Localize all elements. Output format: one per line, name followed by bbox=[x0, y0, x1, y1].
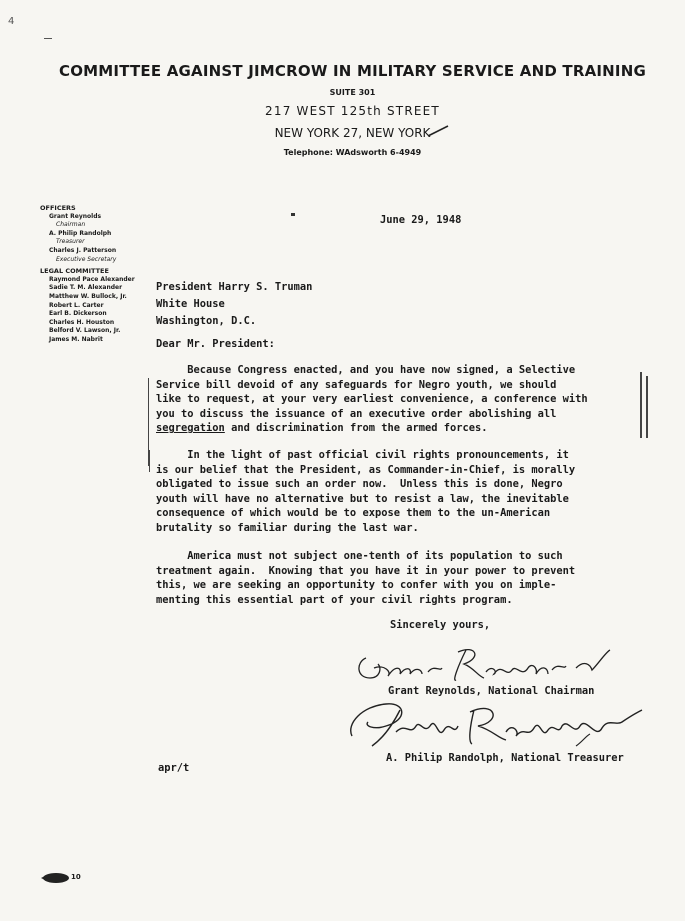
union-label-number: 10 bbox=[71, 873, 81, 881]
check-mark-icon bbox=[426, 124, 450, 138]
paragraph-line: treatment again. Knowing that you have it in your power to prevent bbox=[156, 564, 576, 577]
legal-member: Robert L. Carter bbox=[49, 301, 104, 309]
signer-grant-reynolds: Grant Reynolds, National Chairman bbox=[388, 685, 595, 697]
paragraph-line: Because Congress enacted, and you have now signed, a Selective bbox=[156, 364, 576, 376]
typist-initials: apr/t bbox=[158, 762, 190, 774]
letterhead-suite: SUITE 301 bbox=[329, 88, 376, 97]
letterhead-telephone: Telephone: WAdsworth 6-4949 bbox=[283, 148, 422, 157]
paragraph-line: this, we are seeking an opportunity to confer with you on imple- bbox=[156, 579, 557, 592]
officer-title: Chairman bbox=[56, 221, 86, 229]
legal-member: Earl B. Dickerson bbox=[49, 310, 107, 318]
officer-title: Executive Secretary bbox=[56, 255, 117, 263]
legal-member: James M. Nabrit bbox=[49, 335, 103, 343]
legal-member: Matthew W. Bullock, Jr. bbox=[49, 292, 127, 300]
officer-title: Treasurer bbox=[56, 238, 85, 246]
signer-a-philip-randolph: A. Philip Randolph, National Treasurer bbox=[386, 752, 624, 764]
stray-mark bbox=[291, 213, 295, 216]
officer-name: Charles J. Patterson bbox=[49, 246, 117, 254]
underlined-word: segregation bbox=[156, 422, 225, 435]
letter-date: June 29, 1948 bbox=[380, 214, 462, 226]
officers-heading: OFFICERS bbox=[40, 204, 76, 212]
union-label-icon bbox=[40, 872, 70, 884]
paragraph-line: menting this essential part of your civil rights program. bbox=[156, 593, 513, 606]
paragraph-3 bbox=[156, 549, 636, 607]
letterhead-city: NEW YORK 27, NEW YORK bbox=[274, 126, 431, 140]
letterhead-street: 217 WEST 125th STREET bbox=[265, 104, 440, 118]
legal-member: Charles H. Houston bbox=[49, 318, 115, 326]
paragraph-line: like to request, at your very earliest convenience, a conference with bbox=[156, 393, 588, 406]
margin-bracket-mark bbox=[149, 450, 150, 472]
paragraph-line: youth will have no alternative but to resist a law, the inevitable bbox=[156, 492, 569, 505]
closing: Sincerely yours, bbox=[390, 619, 491, 631]
legal-committee-heading: LEGAL COMMITTEE bbox=[40, 267, 109, 276]
recipient-line: Washington, D.C. bbox=[156, 315, 257, 327]
signature-a-philip-randolph bbox=[346, 696, 646, 754]
corner-dash bbox=[44, 38, 52, 39]
paragraph-2 bbox=[156, 448, 636, 536]
legal-member: Sadie T. M. Alexander bbox=[49, 284, 123, 292]
signature-grant-reynolds bbox=[352, 638, 622, 684]
legal-member: Belford V. Lawson, Jr. bbox=[49, 327, 121, 335]
paragraph-line: brutality so familiar during the last war. bbox=[156, 521, 419, 534]
margin-bracket-mark bbox=[640, 372, 642, 438]
paragraph-line: you to discuss the issuance of an executive order abolishing all bbox=[156, 407, 557, 420]
recipient-line: White House bbox=[156, 298, 225, 310]
recipient-address bbox=[156, 279, 312, 330]
paragraph-line: In the light of past official civil rights pronouncements, it bbox=[156, 449, 569, 461]
margin-bracket-mark bbox=[646, 376, 648, 438]
recipient-line: President Harry S. Truman bbox=[156, 281, 313, 293]
paragraph-line: is our belief that the President, as Commander-in-Chief, is morally bbox=[156, 463, 576, 476]
officer-name: A. Philip Randolph bbox=[49, 229, 112, 237]
salutation: Dear Mr. President: bbox=[156, 338, 275, 350]
paragraph-line: America must not subject one-tenth of its population to such bbox=[156, 550, 563, 562]
officers-sidebar bbox=[40, 204, 135, 345]
legal-member: Raymond Pace Alexander bbox=[49, 275, 135, 283]
paragraph-line bbox=[156, 421, 636, 436]
corner-mark: 4 bbox=[8, 16, 15, 27]
paragraph-line: consequence of which would be to expose them to the un-American bbox=[156, 507, 551, 520]
paragraph-line: Service bill devoid of any safeguards for Negro youth, we should bbox=[156, 378, 557, 391]
letterhead-organization: COMMITTEE AGAINST JIMCROW IN MILITARY SERVICE AND TRAINING bbox=[59, 62, 646, 80]
paragraph-text: and discrimination from the armed forces. bbox=[224, 422, 488, 435]
paragraph-1 bbox=[156, 363, 636, 436]
officer-name: Grant Reynolds bbox=[49, 212, 102, 220]
paragraph-line: obligated to issue such an order now. Unless this is done, Negro bbox=[156, 478, 563, 491]
